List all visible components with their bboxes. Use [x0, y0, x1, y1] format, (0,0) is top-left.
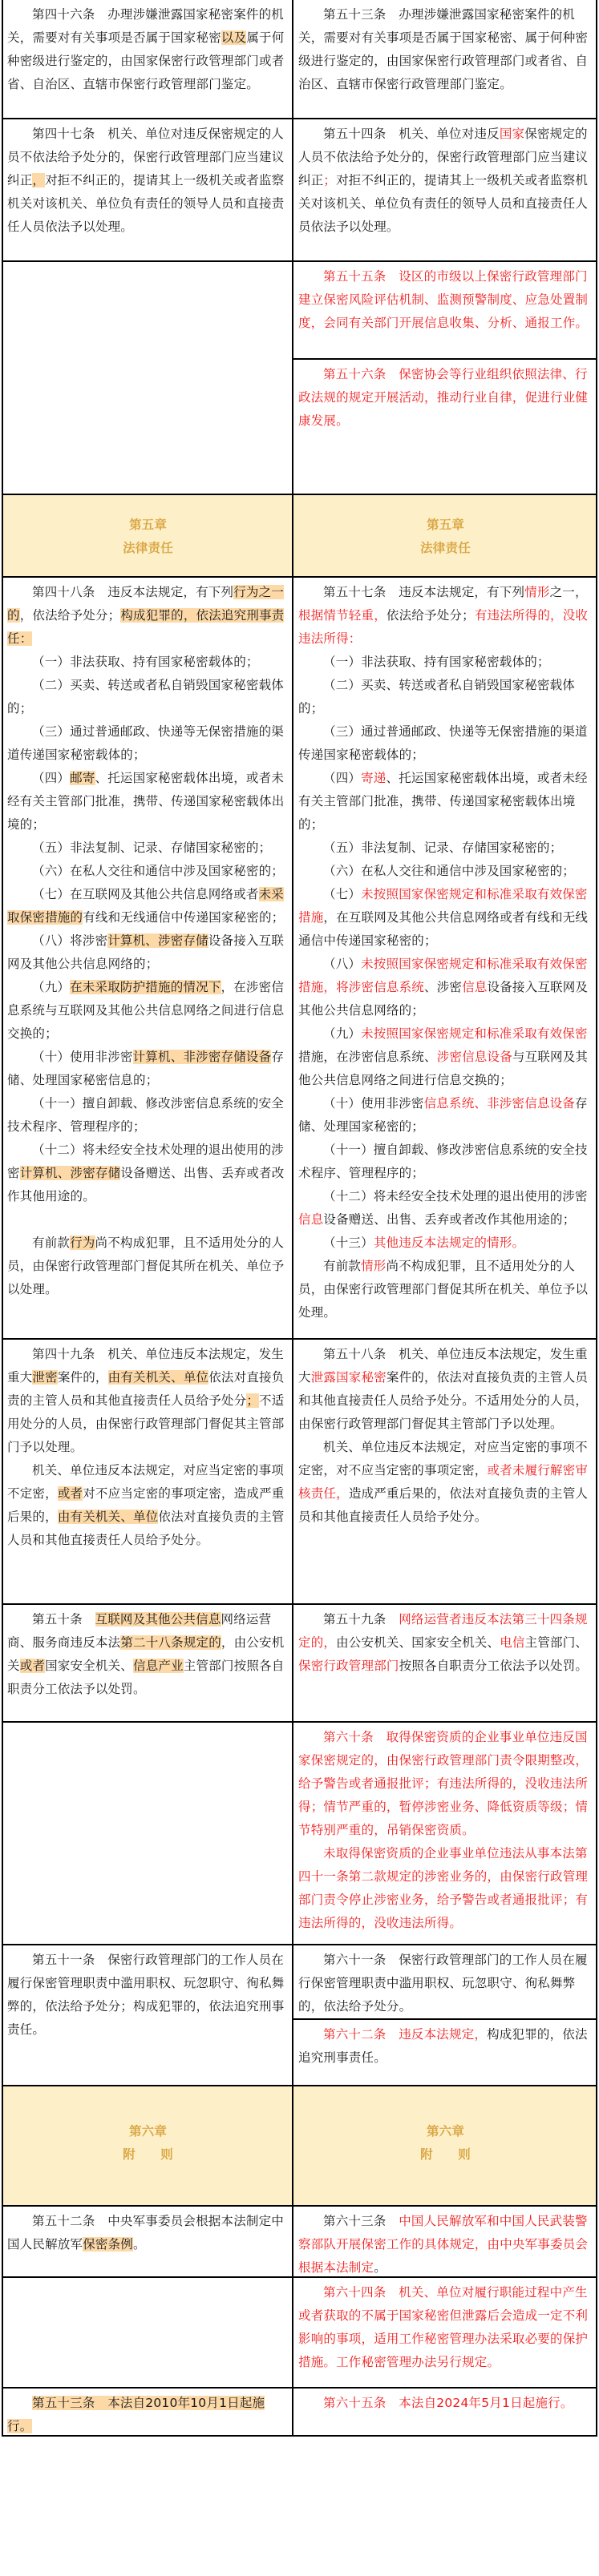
new-article-55: 第五十五条 设区的市级以上保密行政管理部门建立保密风险评估机制、监测预警制度、应急处置制度，会同有关部门开展信息收集、分析、通报工作。 — [298, 269, 589, 330]
new-article-54: 第五十四条 机关、单位对违反国家保密规定的人员不依法给予处分的，保密行政管理部门应当建议纠正；对拒不纠正的，提请其上一级机关或者监察机关对该机关、单位负有责任的领导人员和直接责任人员依法予以处理。 — [298, 127, 589, 234]
chapter-5-header-row — [3, 494, 596, 576]
old-article-46: 第四十六条 办理涉嫌泄露国家秘密案件的机关，需要对有关事项是否属于国家秘密以及属于何种密级进行鉴定的，由国家保密行政管理部门或者省、自治区、直辖市保密行政管理部门鉴定。 — [3, 0, 293, 118]
old-empty-cell — [3, 262, 293, 494]
table-row-article-60 — [3, 1721, 596, 1944]
new-article-61: 第六十一条 保密行政管理部门的工作人员在履行保密管理职责中滥用职权、玩忽职守、徇私舞弊的，依法给予处分。 — [298, 1953, 588, 2014]
new-articles-55-56 — [293, 262, 596, 494]
table-row-article-49 — [3, 1338, 596, 1603]
new-article-60: 第六十条 取得保密资质的企业事业单位违反国家保密规定的，由保密行政管理部门责令限期整改，给予警告或者通报批评；有违法所得的，没收违法所得；情节严重的，暂停涉密业务、降低资质等级；情节特别严重的，吊销保密资质。 未取得保密资质的企业事业单位违法从事本法第四十一条第二款规定的涉密业务的，由保密行政管理部门责令停止涉密业务，给予警告或者通报批评；有违法所得的，没收违法所得。 — [298, 1730, 589, 1930]
new-articles-61-62 — [293, 1945, 596, 2085]
comparison-table — [2, 0, 597, 2437]
old-article-47: 第四十七条 机关、单位对违反保密规定的人员不依法给予处分的，保密行政管理部门应当建议纠正，对拒不纠正的，提请其上一级机关或者监察机关对该机关、单位负有责任的领导人员和直接责任人员依法予以处理。 — [3, 119, 293, 260]
new-article-62: 第六十二条 违反本法规定，构成犯罪的，依法追究刑事责任。 — [293, 2018, 596, 2085]
old-article-52: 第五十二条 中央军事委员会根据本法制定中国人民解放军保密条例。 — [3, 2207, 293, 2276]
old-chapter-6-heading: 第六章 附 则 — [3, 2086, 293, 2205]
old-empty-cell — [3, 1723, 293, 1944]
old-article-51: 第五十一条 保密行政管理部门的工作人员在履行保密管理职责中滥用职权、玩忽职守、徇私舞弊的，依法给予处分；构成犯罪的，依法追究刑事责任。 — [3, 1945, 293, 2085]
old-article-48: 第四十八条 违反本法规定，有下列行为之一的，依法给予处分；构成犯罪的，依法追究刑事责任： （一）非法获取、持有国家秘密载体的； （二）买卖、转送或者私自销毁国家秘密载体的； （三）通过普通邮政、快递等无保密措施的渠道传递国家秘密载体的； （四）邮寄、托运国家秘密载体出境，或者未经有关主管部门批准，携带、传递国家秘密载体出境的； （五）非法复制、记录、存储国家秘密的； （六）在私人交往和通信中涉及国家秘密的； （七）在互联网及其他公共信息网络或者未采取保密措施的有线和无线通信中传递国家秘密的； （八）将涉密计算机、涉密存储设备接入互联网及其他公共信息网络的； （九）在未采取防护措施的情况下，在涉密信息系统与互联网及其他公共信息网络之间进行信息交换的； （十）使用非涉密计算机、非涉密存储设备存储、处理国家秘密信息的； （十一）擅自卸载、修改涉密信息系统的安全技术程序、管理程序的； （十二）将未经安全技术处理的退出使用的涉密计算机、涉密存储设备赠送、出售、丢弃或者改作其他用途的。 有前款行为尚不构成犯罪，且不适用处分的人员，由保密行政管理部门督促其所在机关、单位予以处理。 — [3, 578, 293, 1338]
new-article-56: 第五十六条 保密协会等行业组织依照法律、行政法规的规定开展活动，推动行业自律，促进行业健康发展。 — [293, 358, 596, 494]
table-row-article-51 — [3, 1944, 596, 2085]
old-article-49: 第四十九条 机关、单位违反本法规定，发生重大泄密案件的，由有关机关、单位依法对直接负责的主管人员和其他直接责任人员给予处分；不适用处分的人员，由保密行政管理部门督促其主管部门予以处理。 机关、单位违反本法规定，对应当定密的事项不定密，或者对不应当定密的事项定密，造成严重后果的，由有关机关、单位依法对直接负责的主管人员和其他直接责任人员给予处分。 — [3, 1340, 293, 1603]
new-article-65: 第六十五条 本法自2024年5月1日起施行。 — [323, 2396, 573, 2410]
old-article-50: 第五十条 互联网及其他公共信息网络运营商、服务商违反本法第二十八条规定的，由公安机关或者国家安全机关、信息产业主管部门按照各自职责分工依法予以处罚。 — [3, 1605, 293, 1721]
new-article-59: 第五十九条 网络运营者违反本法第三十四条规定的，由公安机关、国家安全机关、电信主管部门、保密行政管理部门按照各自职责分工依法予以处罚。 — [298, 1612, 589, 1673]
table-row-article-52 — [3, 2205, 596, 2276]
old-article-53: 第五十三条 本法自2010年10月1日起施行。 — [3, 2389, 293, 2435]
table-row-article-48 — [3, 576, 596, 1338]
chapter-6-header-row — [3, 2085, 596, 2205]
new-chapter-6-heading: 第六章 附 则 — [420, 2124, 471, 2162]
table-row-article-46 — [3, 0, 596, 118]
old-empty-cell — [3, 2278, 293, 2387]
new-article-58: 第五十八条 机关、单位违反本法规定，发生重大泄露国家秘密案件的，依法对直接负责的主管人员和其他直接责任人员给予处分。不适用处分的人员，由保密行政管理部门督促其主管部门予以处理。 机关、单位违反本法规定，对应当定密的事项不定密，对不应当定密的事项定密，或者未履行解密审核责任，造成严重后果的，依法对直接负责的主管人员和其他直接责任人员给予处分。 — [298, 1347, 589, 1524]
table-row-article-64 — [3, 2276, 596, 2387]
table-row-article-55-56 — [3, 260, 596, 494]
new-article-64: 第六十四条 机关、单位对履行职能过程中产生或者获取的不属于国家秘密但泄露后会造成一定不利影响的事项，适用工作秘密管理办法采取必要的保护措施。工作秘密管理办法另行规定。 — [298, 2285, 589, 2369]
new-chapter-5-heading: 第五章 法律责任 — [420, 517, 471, 555]
table-row-article-47 — [3, 118, 596, 260]
new-article-53: 第五十三条 办理涉嫌泄露国家秘密案件的机关，需要对有关事项是否属于国家秘密、属于何种密级进行鉴定的，由国家保密行政管理部门或者省、自治区、直辖市保密行政管理部门鉴定。 — [298, 7, 589, 91]
new-article-57: 第五十七条 违反本法规定，有下列情形之一，根据情节轻重，依法给予处分；有违法所得的，没收违法所得： （一）非法获取、持有国家秘密载体的； （二）买卖、转送或者私自销毁国家秘密载体的； （三）通过普通邮政、快递等无保密措施的渠道传递国家秘密载体的； （四）寄递、托运国家秘密载体出境，或者未经有关主管部门批准，携带、传递国家秘密载体出境的； （五）非法复制、记录、存储国家秘密的； （六）在私人交往和通信中涉及国家秘密的； （七）未按照国家保密规定和标准采取有效保密措施，在互联网及其他公共信息网络或者有线和无线通信中传递国家秘密的； （八）未按照国家保密规定和标准采取有效保密措施，将涉密信息系统、涉密信息设备接入互联网及其他公共信息网络的； （九）未按照国家保密规定和标准采取有效保密措施，在涉密信息系统、涉密信息设备与互联网及其他公共信息网络之间进行信息交换的； （十）使用非涉密信息系统、非涉密信息设备存储、处理国家秘密的； （十一）擅自卸载、修改涉密信息系统的安全技术程序、管理程序的； （十二）将未经安全技术处理的退出使用的涉密信息设备赠送、出售、丢弃或者改作其他用途的； （十三）其他违反本法规定的情形。 有前款情形尚不构成犯罪，且不适用处分的人员，由保密行政管理部门督促其所在机关、单位予以处理。 — [298, 585, 589, 1320]
highlight: 以及 — [221, 30, 247, 45]
table-row-article-53 — [3, 2387, 596, 2435]
table-row-article-50 — [3, 1603, 596, 1721]
old-chapter-5-heading: 第五章 法律责任 — [3, 495, 293, 576]
new-article-63: 第六十三条 中国人民解放军和中国人民武装警察部队开展保密工作的具体规定，由中央军事委员会根据本法制定。 — [298, 2214, 589, 2275]
